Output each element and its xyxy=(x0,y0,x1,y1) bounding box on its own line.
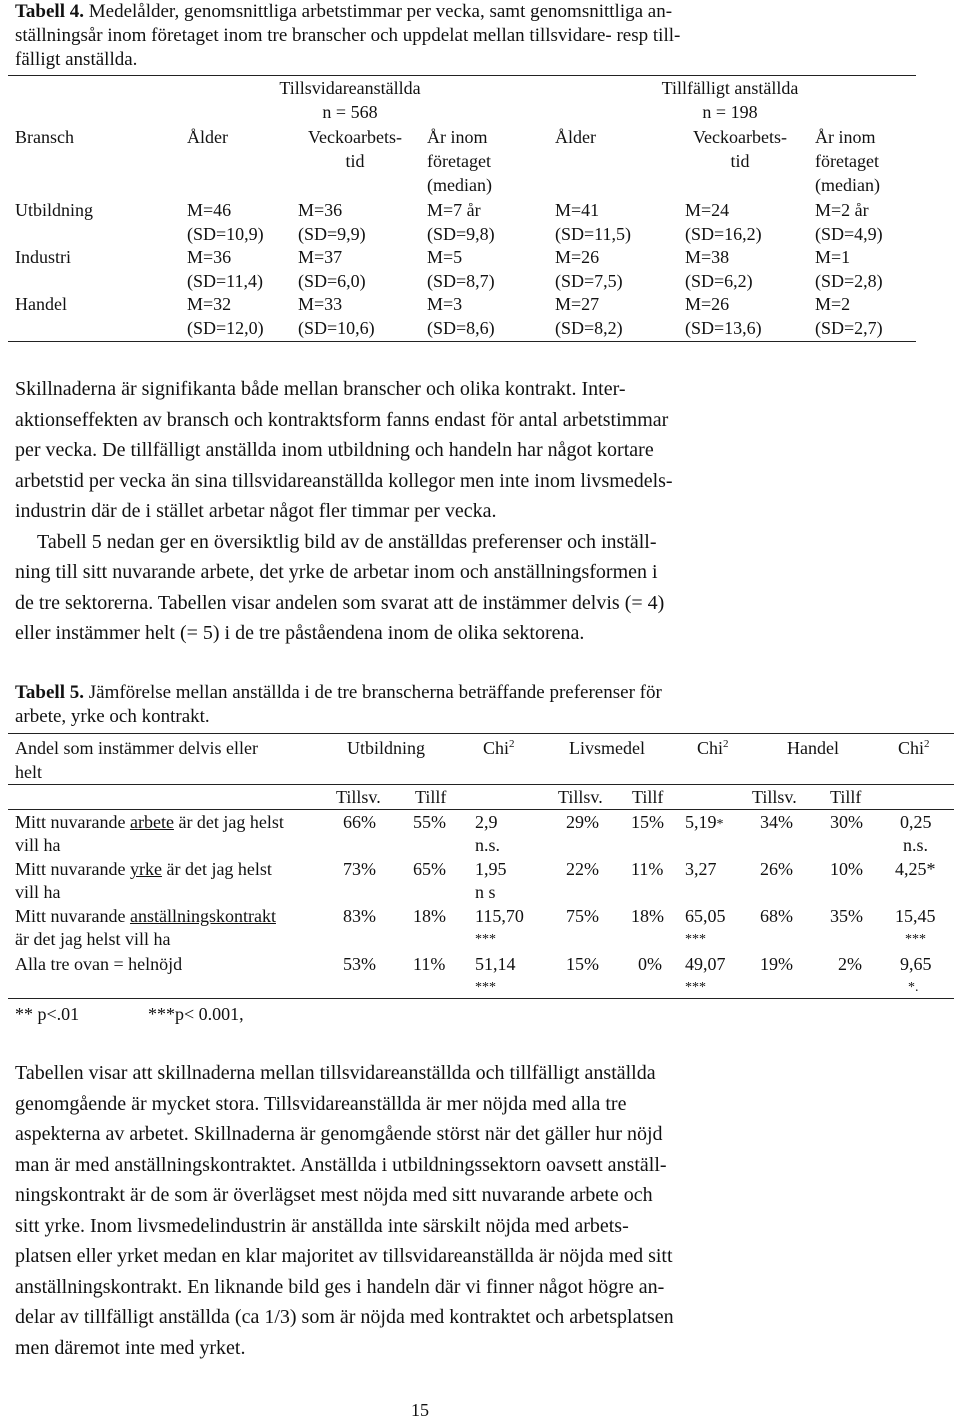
row-label: Mitt nuvarande anställningskontrakt xyxy=(15,906,276,926)
paragraph-line: anställningskontrakt. En liknande bild ges i handeln där vi finner något högre an- xyxy=(15,1275,665,1298)
paragraph-line: platsen eller yrket medan en klar majoritet av tillsvidareanställda är nöjda med sitt xyxy=(15,1245,673,1267)
page-number: 15 xyxy=(411,1400,429,1420)
table-cell: (SD=8,7) xyxy=(427,271,495,291)
header-livsmedel: Livsmedel xyxy=(569,738,645,758)
table-cell: 11% xyxy=(413,954,446,974)
table-cell: 75% xyxy=(566,906,599,926)
paragraph-line: eller instämmer helt (= 5) i de tre påståendena inom de olika sektorena. xyxy=(15,622,585,644)
header-handel: Handel xyxy=(787,738,839,758)
table4-caption-text: fälligt anställda. xyxy=(15,49,138,70)
table-cell: 115,70 xyxy=(475,906,524,926)
table-cell: 22% xyxy=(566,859,599,879)
table-cell: 9,65 xyxy=(900,954,932,974)
table-cell: (SD=12,0) xyxy=(187,318,264,338)
subheader-tillf: Tillf xyxy=(632,787,664,807)
table-cell: (SD=4,9) xyxy=(815,224,883,244)
table-cell: *** xyxy=(475,932,496,947)
header-ar-inom: företaget xyxy=(427,151,491,171)
group1-title: Tillsvidareanställda xyxy=(279,78,421,98)
table-cell: M=2 år xyxy=(815,200,869,220)
header-ar-inom: (median) xyxy=(427,175,492,195)
table-cell: (SD=8,2) xyxy=(555,318,623,338)
table-cell: 49,07 xyxy=(685,954,726,974)
table-cell: 15% xyxy=(631,812,664,832)
header-ar-inom: (median) xyxy=(815,175,880,195)
subheader-tillsv: Tillsv. xyxy=(558,787,603,807)
table5-bottom-rule xyxy=(8,998,954,999)
header-label: Andel som instämmer delvis eller xyxy=(15,738,258,758)
table-cell: M=37 xyxy=(298,247,343,267)
table-cell: M=32 xyxy=(187,294,232,314)
table-cell: M=2 xyxy=(815,294,851,314)
row-label: vill ha xyxy=(15,882,61,902)
header-chi: Chi$^2$ xyxy=(898,738,930,758)
header-veckoarbetstid: Veckoarbets- xyxy=(308,127,402,147)
table-cell: 3,27 xyxy=(685,859,717,879)
table-cell: (SD=10,9) xyxy=(187,224,264,244)
paragraph-line: sitt yrke. Inom livsmedelindustrin är anställda inte särskilt nöjda med arbets- xyxy=(15,1214,629,1237)
table-cell: 35% xyxy=(830,906,863,926)
table-cell: 68% xyxy=(760,906,793,926)
table-cell: (SD=8,6) xyxy=(427,318,495,338)
table5-mid-rule xyxy=(8,784,954,785)
header-chi: Chi$^2$ xyxy=(483,738,515,758)
paragraph-line: delar av tillfälligt anställda (ca 1/3) som är nöjda med kontraktet och arbetsplatsen xyxy=(15,1306,674,1328)
paragraph-line: arbetstid per vecka än sina tillsvidareanställda kollegor men inte inom livsmedels- xyxy=(15,469,673,492)
table-cell: *** xyxy=(685,932,706,947)
header-veckoarbetstid: tid xyxy=(345,151,365,171)
row-label: Mitt nuvarande yrke är det jag helst xyxy=(15,859,272,879)
table-cell: 30% xyxy=(830,812,863,832)
table-cell: 83% xyxy=(343,906,376,926)
subheader-tillf: Tillf xyxy=(830,787,862,807)
header-alder: Ålder xyxy=(555,127,596,147)
table-cell: 15,45 xyxy=(895,906,936,926)
body-text xyxy=(15,1058,950,1363)
paragraph-line: de tre sektorerna. Tabellen visar andelen som svarat att de instämmer delvis (= 4) xyxy=(15,591,665,614)
header-utbildning: Utbildning xyxy=(347,738,426,758)
table-cell: M=1 xyxy=(815,247,851,267)
group2-n: n = 198 xyxy=(702,102,758,122)
table-cell: M=36 xyxy=(298,200,343,220)
group2-title: Tillfälligt anställda xyxy=(661,78,799,98)
table4-top-rule xyxy=(8,75,916,76)
table4-caption-text: Medelålder, genomsnittliga arbetstimmar per vecka, samt genomsnittliga an- xyxy=(88,1,673,22)
paragraph-line: Tabell 5 nedan ger en översiktlig bild av de anställdas preferenser och inställ- xyxy=(37,530,657,553)
table-cell: (SD=2,8) xyxy=(815,271,883,291)
table-cell: 2% xyxy=(838,954,862,974)
table-cell: 65% xyxy=(413,859,446,879)
group1-n: n = 568 xyxy=(322,102,378,122)
table-cell: n s xyxy=(475,882,496,902)
table-cell: M=36 xyxy=(187,247,232,267)
header-ar-inom: företaget xyxy=(815,151,879,171)
table-cell: 18% xyxy=(631,906,664,926)
paragraph-line: genomgående är mycket stora. Tillsvidareanställda är mer nöjda med alla tre xyxy=(15,1092,627,1115)
table5-top-rule xyxy=(8,733,954,734)
table4-caption-label: Tabell 4. xyxy=(15,1,84,22)
table-cell: 4,25* xyxy=(895,859,936,879)
table-cell: 5,19* xyxy=(685,812,724,832)
table-cell: 55% xyxy=(413,812,446,832)
table-cell: M=5 xyxy=(427,247,463,267)
table-cell: *. xyxy=(908,980,919,995)
table-cell: 29% xyxy=(566,812,599,832)
table-cell: 15% xyxy=(566,954,599,974)
table5-caption-text: arbete, yrke och kontrakt. xyxy=(15,706,210,727)
subheader-tillsv: Tillsv. xyxy=(336,787,381,807)
paragraph-line: per vecka. De tillfälligt anställda inom utbildning och handeln har något kortare xyxy=(15,439,654,461)
body-text xyxy=(15,374,950,649)
table-cell: M=26 xyxy=(555,247,600,267)
footnote: ** p<.01 xyxy=(15,1004,80,1024)
table-cell: 66% xyxy=(343,812,376,832)
table-cell: (SD=11,4) xyxy=(187,271,263,291)
table-cell: 73% xyxy=(343,859,376,879)
table-cell: 1,95 xyxy=(475,859,507,879)
table4-caption-text: ställningsår inom företaget inom tre branscher och uppdelat mellan tillsvidare- resp till- xyxy=(15,25,681,46)
table-cell: (SD=9,9) xyxy=(298,224,366,244)
paragraph-line: men däremot inte med yrket. xyxy=(15,1336,246,1359)
table-cell: (SD=2,7) xyxy=(815,318,883,338)
table-cell: 34% xyxy=(760,812,793,832)
header-bransch: Bransch xyxy=(15,127,74,147)
table-cell: 0% xyxy=(638,954,662,974)
row-label: Mitt nuvarande arbete är det jag helst xyxy=(15,812,284,832)
paragraph-line: ningskontrakt är de som är överlägset mest nöjda med sitt nuvarande arbete och xyxy=(15,1184,653,1206)
table-cell: M=24 xyxy=(685,200,730,220)
paragraph-line: Skillnaderna är signifikanta både mellan branscher och olika kontrakt. Inter- xyxy=(15,378,626,400)
row-label: Alla tre ovan = helnöjd xyxy=(15,954,183,974)
table-cell: (SD=11,5) xyxy=(555,224,631,244)
table-cell: 53% xyxy=(343,954,376,974)
paragraph-line: industrin där de i stället arbetar något fler timmar per vecka. xyxy=(15,500,497,522)
table5-caption xyxy=(15,681,945,729)
table-cell: 11% xyxy=(631,859,664,879)
table-cell: 65,05 xyxy=(685,906,726,926)
table-cell: 26% xyxy=(760,859,793,879)
subheader-tillf: Tillf xyxy=(415,787,447,807)
subheader-tillsv: Tillsv. xyxy=(752,787,797,807)
table-cell: (SD=6,0) xyxy=(298,271,366,291)
table4-bottom-rule xyxy=(8,341,916,342)
table-cell: n.s. xyxy=(475,835,501,855)
table-cell: (SD=13,6) xyxy=(685,318,762,338)
paragraph-line: aktionseffekten av bransch och kontraktsform fanns endast för antal arbetstimmar xyxy=(15,408,669,431)
table-cell: (SD=10,6) xyxy=(298,318,375,338)
table-cell: 51,14 xyxy=(475,954,516,974)
header-ar-inom: År inom xyxy=(815,127,876,147)
row-label-industri: Industri xyxy=(15,247,71,267)
row-label-utbildning: Utbildning xyxy=(15,200,94,220)
table-cell: *** xyxy=(685,980,706,995)
table-cell: M=46 xyxy=(187,200,232,220)
paragraph-line: ning till sitt nuvarande arbete, det yrke de arbetar inom och anställningsformen i xyxy=(15,561,658,583)
header-veckoarbetstid: tid xyxy=(730,151,750,171)
paragraph-line: Tabellen visar att skillnaderna mellan tillsvidareanställda och tillfälligt anställda xyxy=(15,1062,656,1084)
header-veckoarbetstid: Veckoarbets- xyxy=(693,127,787,147)
table-cell: (SD=7,5) xyxy=(555,271,623,291)
table-cell: 0,25 xyxy=(900,812,932,832)
table-cell: 18% xyxy=(413,906,446,926)
paragraph-line: aspekterna av arbetet. Skillnaderna är genomgående störst när det gäller hur nöjd xyxy=(15,1123,663,1145)
table-cell: *** xyxy=(475,980,496,995)
table-cell: (SD=6,2) xyxy=(685,271,753,291)
table-cell: (SD=16,2) xyxy=(685,224,762,244)
row-label: är det jag helst vill ha xyxy=(15,929,171,949)
table4-caption xyxy=(15,0,945,72)
table-cell: M=41 xyxy=(555,200,600,220)
row-label: vill ha xyxy=(15,835,61,855)
table5-caption-text: Jämförelse mellan anställda i de tre branscherna beträffande preferenser för xyxy=(88,682,662,703)
table-cell: 2,9 xyxy=(475,812,498,832)
table-cell: M=26 xyxy=(685,294,730,314)
table-cell: 19% xyxy=(760,954,793,974)
table-cell: M=27 xyxy=(555,294,600,314)
header-chi: Chi$^2$ xyxy=(697,738,729,758)
table-cell: M=3 xyxy=(427,294,463,314)
table-cell: 10% xyxy=(830,859,863,879)
row-label-handel: Handel xyxy=(15,294,67,314)
table-cell: M=38 xyxy=(685,247,730,267)
table-cell: n.s. xyxy=(903,835,929,855)
table5-sub-rule xyxy=(8,809,954,810)
table-cell: M=7 år xyxy=(427,200,481,220)
table-cell: (SD=9,8) xyxy=(427,224,495,244)
paragraph-line: man är med anställningskontraktet. Anställda i utbildningssektorn oavsett anställ- xyxy=(15,1153,667,1176)
footnote: ***p< 0.001, xyxy=(148,1004,244,1024)
table5-caption-label: Tabell 5. xyxy=(15,682,84,703)
table-cell: M=33 xyxy=(298,294,343,314)
header-ar-inom: År inom xyxy=(427,127,488,147)
header-label: helt xyxy=(15,762,42,782)
table-cell: *** xyxy=(905,932,926,947)
header-alder: Ålder xyxy=(187,127,228,147)
